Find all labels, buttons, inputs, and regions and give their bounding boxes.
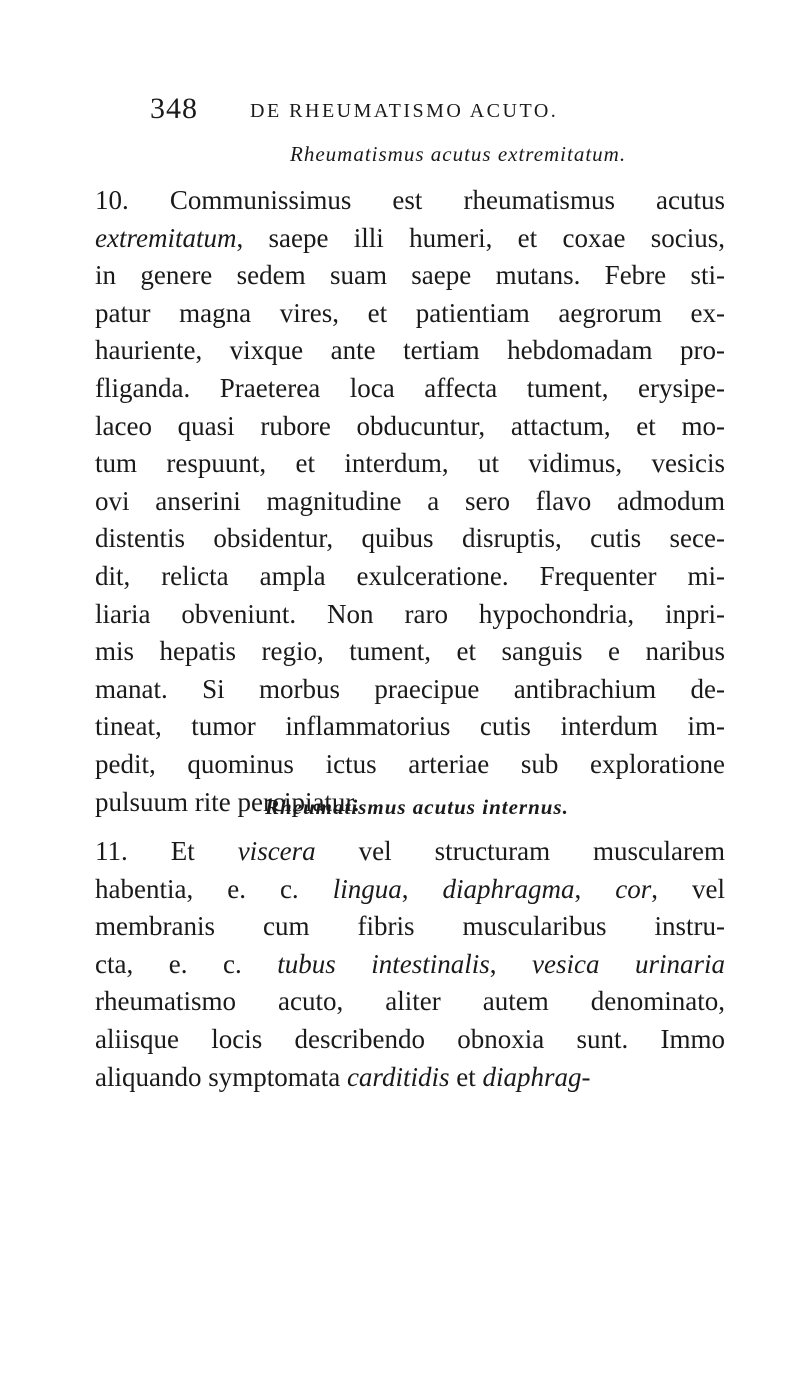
text-run: 11. Et: [95, 836, 238, 866]
text-run: mis hepatis regio, tument, et sanguis e naribus: [95, 636, 725, 667]
text-line: [95, 1021, 725, 1059]
section-heading-extremitatum: Rheumatismus acutus extremitatum.: [290, 142, 627, 166]
text-line: [95, 946, 725, 984]
text-run: vel structuram muscularem: [315, 836, 725, 866]
text-run: ,: [401, 873, 443, 904]
running-head: DE RHEUMATISMO ACUTO.: [250, 100, 559, 122]
text-run: membranis cum fibris muscularibus instru-: [95, 911, 725, 942]
text-line: [95, 257, 725, 295]
text-line: [95, 746, 725, 784]
text-run: tum respuunt, et interdum, ut vidimus, vesicis: [95, 448, 725, 479]
text-run: dit, relicta ampla exulceratione. Frequenter mi-: [95, 560, 725, 591]
text-line: [95, 520, 725, 558]
text-run: ,: [489, 948, 533, 979]
text-run: rheumatismo acuto, aliter autem denominato,: [95, 986, 725, 1017]
text-line: [95, 633, 725, 671]
text-run: habentia, e. c.: [95, 873, 333, 904]
text-run: hauriente, vixque ante tertiam hebdomadam pro-: [95, 335, 725, 366]
text-run: aliisque locis describendo obnoxia sunt. Immo: [95, 1023, 725, 1054]
text-run: liaria obveniunt. Non raro hypochondria, inpri-: [95, 598, 725, 629]
paragraph-11: [95, 833, 725, 1096]
text-line: [95, 558, 725, 596]
italic-text: carditidis: [346, 1061, 450, 1092]
italic-text: tubus intestinalis: [277, 948, 490, 979]
text-run: 10. Communissimus est rheumatismus acutus: [95, 185, 725, 215]
italic-text: vesica urinaria: [532, 948, 726, 979]
text-line: [95, 671, 725, 709]
italic-text: cor: [615, 873, 652, 904]
text-run: pulsuum rite percipiatur.: [95, 786, 360, 817]
page-number: 348: [150, 92, 198, 125]
text-line: [95, 483, 725, 521]
text-line: [95, 871, 725, 909]
text-run: et: [449, 1061, 483, 1092]
text-line: [95, 370, 725, 408]
text-line: [95, 596, 725, 634]
text-run: tineat, tumor inflammatorius cutis interdum im-: [95, 711, 725, 742]
text-line: [95, 708, 725, 746]
page-header: [150, 92, 710, 132]
italic-text: extremitatum: [95, 222, 237, 253]
text-line: [95, 445, 725, 483]
italic-text: diaphragma: [442, 873, 575, 904]
text-run: in genere sedem suam saepe mutans. Febre sti-: [95, 260, 725, 291]
italic-text: lingua: [332, 873, 402, 904]
text-line: [95, 1059, 725, 1097]
paragraph-10: [95, 182, 725, 821]
text-line: [95, 833, 725, 871]
text-run: manat. Si morbus praecipue antibrachium de-: [95, 673, 725, 704]
text-run: patur magna vires, et patientiam aegrorum ex-: [95, 297, 725, 328]
text-line: [95, 295, 725, 333]
text-run: ,: [574, 873, 616, 904]
text-run: distentis obsidentur, quibus disruptis, cutis sece-: [95, 523, 725, 554]
text-run: cta, e. c.: [95, 948, 278, 979]
text-line: [95, 983, 725, 1021]
italic-text: viscera: [237, 836, 316, 866]
text-run: , vel: [651, 873, 726, 904]
text-run: laceo quasi rubore obducuntur, attactum, et mo-: [95, 410, 725, 441]
text-run: ovi anserini magnitudine a sero flavo admodum: [95, 485, 725, 516]
text-line: [95, 182, 725, 220]
section-heading-internus: Rheumatismus acutus internus.: [265, 795, 569, 819]
text-run: fliganda. Praeterea loca affecta tument, erysipe-: [95, 372, 725, 403]
text-line: [95, 332, 725, 370]
text-line: [95, 408, 725, 446]
text-line: [95, 908, 725, 946]
text-run: pedit, quominus ictus arteriae sub exploratione: [95, 748, 725, 779]
italic-text: diaphrag-: [482, 1061, 591, 1092]
text-run: , saepe illi humeri, et coxae socius,: [236, 222, 725, 253]
text-run: aliquando symptomata: [95, 1061, 347, 1092]
text-line: [95, 220, 725, 258]
